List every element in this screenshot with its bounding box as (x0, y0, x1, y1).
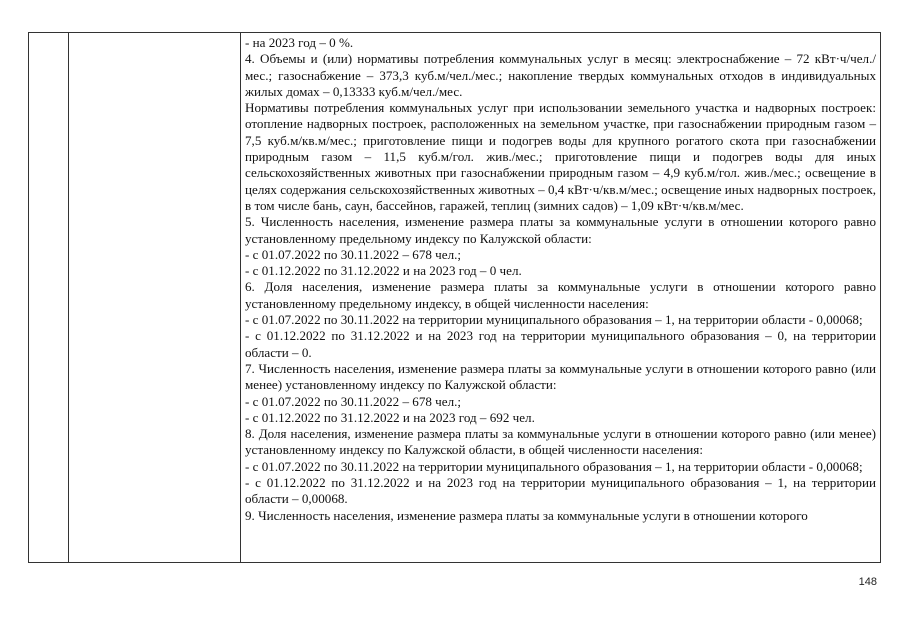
paragraph: 6. Доля населения, изменение размера платы за коммунальные услуги в отношении которого равно установленному предельному индексу, в общей численности населения: (245, 279, 876, 311)
paragraph: - с 01.07.2022 по 30.11.2022 – 678 чел.; (245, 393, 462, 409)
paragraph: 9. Численность населения, изменение размера платы за коммунальные услуги в отношении которого (245, 507, 808, 523)
paragraph: - с 01.12.2022 по 31.12.2022 и на 2023 год – 0 чел. (245, 263, 522, 279)
paragraph: - с 01.07.2022 по 30.11.2022 на территории муниципального образования – 1, на территории области - 0,00068; (245, 458, 863, 474)
paragraph: 4. Объемы и (или) нормативы потребления коммунальных услуг в месяц: электроснабжение – 72 кВт·ч/чел./мес.; газоснабжение – 373,3 куб.м/чел./мес.; накопление твердых коммунальных отходов в индивидуальных жилых домах – 0,13333 куб.м/чел./мес. (245, 51, 876, 99)
document-table (28, 32, 881, 563)
paragraph: - с 01.12.2022 по 31.12.2022 и на 2023 год на территории муниципального образования – 0, на территории области – 0. (245, 328, 876, 360)
paragraph: - с 01.07.2022 по 30.11.2022 на территории муниципального образования – 1, на территории области - 0,00068; (245, 312, 863, 328)
table-column-content (241, 33, 880, 562)
paragraph: 5. Численность населения, изменение размера платы за коммунальные услуги в отношении которого равно установленному предельному индексу по Калужской области: (245, 214, 876, 246)
paragraph: - с 01.12.2022 по 31.12.2022 и на 2023 год – 692 чел. (245, 409, 535, 425)
paragraph: - с 01.12.2022 по 31.12.2022 и на 2023 год на территории муниципального образования – 1, на территории области – 0,00068. (245, 475, 876, 507)
table-column-number (29, 33, 69, 562)
paragraph: - на 2023 год – 0 %. (245, 35, 354, 50)
paragraph: 7. Численность населения, изменение размера платы за коммунальные услуги в отношении которого равно (или менее) установленному индексу по Калужской области: (245, 360, 876, 393)
paragraph: - с 01.07.2022 по 30.11.2022 – 678 чел.; (245, 246, 462, 262)
table-column-name (69, 33, 241, 562)
page-number: 148 (858, 576, 877, 588)
paragraph: 8. Доля населения, изменение размера платы за коммунальные услуги в отношении которого равно (или менее) установленному индексу по Калужской области, в общей численности населения: (245, 426, 876, 458)
paragraph: Нормативы потребления коммунальных услуг при использовании земельного участка и надворных построек: отопление надворных построек, расположенных на земельном участке, при газоснабжении природным газом – 7,5 куб.м/кв.м/мес.; приготовление пищи и подогрев воды для крупного рогатого скота при газоснабжении природным газом – 11,5 куб.м/гол. жив./мес.; приготовление пищи и подогрев воды для иных сельскохозяйственных животных при газоснабжении природным газом – 4,9 куб.м/гол. жив./мес.; освещение в целях содержания сельскохозяйственных животных – 0,4 кВт·ч/кв.м/мес.; освещение иных надворных построек, в том числе бань, саун, бассейнов, гаражей, теплиц (зимних садов) – 1,09 кВт·ч/кв.м/мес. (245, 100, 876, 213)
